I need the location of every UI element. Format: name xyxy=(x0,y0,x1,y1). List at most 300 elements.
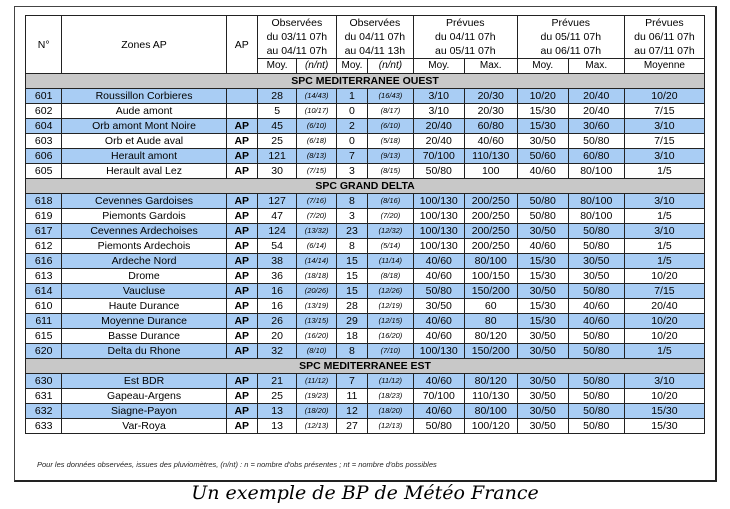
ap-flag: AP xyxy=(226,119,257,134)
prev1-moy: 50/80 xyxy=(413,284,464,299)
obs1-nnt: (7/16) xyxy=(297,194,337,209)
prev2-moy: 15/30 xyxy=(517,104,568,119)
prev1-max: 80/120 xyxy=(464,329,517,344)
prev2-max: 80/100 xyxy=(568,209,624,224)
prev2-max: 60/80 xyxy=(568,149,624,164)
prev2-max: 80/100 xyxy=(568,194,624,209)
table-row xyxy=(26,149,705,164)
obs1-nnt: (8/13) xyxy=(297,149,337,164)
obs2-nnt: (7/10) xyxy=(368,344,414,359)
prev1-moy: 20/40 xyxy=(413,134,464,149)
prev2-moy: 40/60 xyxy=(517,239,568,254)
obs2-moy: 27 xyxy=(336,419,367,434)
ap-flag: AP xyxy=(226,269,257,284)
ap-flag: AP xyxy=(226,164,257,179)
header-number: N° xyxy=(26,16,62,74)
ap-flag xyxy=(226,104,257,119)
prev3-moyenne: 7/15 xyxy=(624,104,704,119)
prev3-moyenne: 20/40 xyxy=(624,299,704,314)
zone-number: 610 xyxy=(26,299,62,314)
prev1-max: 80/100 xyxy=(464,404,517,419)
prev1-max: 20/30 xyxy=(464,104,517,119)
obs2-nnt: (8/18) xyxy=(368,269,414,284)
table-row xyxy=(26,134,705,149)
obs2-moy: 2 xyxy=(336,119,367,134)
zone-number: 615 xyxy=(26,329,62,344)
obs2-moy: 18 xyxy=(336,329,367,344)
zone-name: Var-Roya xyxy=(62,419,226,434)
header-forecast-3-line2: du 06/11 07h xyxy=(634,31,695,43)
zone-number: 616 xyxy=(26,254,62,269)
table-row xyxy=(26,374,705,389)
zone-name: Gapeau-Argens xyxy=(62,389,226,404)
prev1-moy: 70/100 xyxy=(413,149,464,164)
header-observed-2-line3: au 04/11 13h xyxy=(344,45,406,57)
prev1-moy: 30/50 xyxy=(413,299,464,314)
obs2-nnt: (6/10) xyxy=(368,119,414,134)
zone-name: Delta du Rhone xyxy=(62,344,226,359)
obs1-nnt: (6/10) xyxy=(297,119,337,134)
prev1-max: 200/250 xyxy=(464,239,517,254)
table-row xyxy=(26,269,705,284)
zone-number: 613 xyxy=(26,269,62,284)
zone-name: Est BDR xyxy=(62,374,226,389)
prev3-moyenne: 10/20 xyxy=(624,89,704,104)
prev1-moy: 40/60 xyxy=(413,374,464,389)
ap-flag: AP xyxy=(226,299,257,314)
prev1-max: 100/120 xyxy=(464,419,517,434)
obs1-nnt: (14/14) xyxy=(297,254,337,269)
prev1-max: 110/130 xyxy=(464,389,517,404)
subheader-max: Max. xyxy=(568,59,624,74)
table-row xyxy=(26,299,705,314)
prev2-max: 80/100 xyxy=(568,164,624,179)
zone-number: 620 xyxy=(26,344,62,359)
table-row xyxy=(26,104,705,119)
table-row xyxy=(26,164,705,179)
obs2-nnt: (12/32) xyxy=(368,224,414,239)
obs1-moy: 36 xyxy=(257,269,297,284)
zone-name: Orb et Aude aval xyxy=(62,134,226,149)
obs2-moy: 15 xyxy=(336,284,367,299)
header-forecast-1-line2: du 04/11 07h xyxy=(435,31,496,43)
obs1-nnt: (18/18) xyxy=(297,269,337,284)
subheader-nnt: (n/nt) xyxy=(368,59,414,74)
prev2-moy: 50/60 xyxy=(517,149,568,164)
prev1-max: 150/200 xyxy=(464,284,517,299)
prev1-moy: 3/10 xyxy=(413,89,464,104)
table-row xyxy=(26,404,705,419)
obs2-moy: 23 xyxy=(336,224,367,239)
obs1-moy: 32 xyxy=(257,344,297,359)
table-row xyxy=(26,209,705,224)
header-forecast-2-line2: du 05/11 07h xyxy=(540,31,602,43)
header-ap: AP xyxy=(226,16,257,74)
prev3-moyenne: 1/5 xyxy=(624,209,704,224)
prev1-moy: 100/130 xyxy=(413,239,464,254)
table-body xyxy=(26,74,705,434)
obs2-moy: 3 xyxy=(336,164,367,179)
zone-number: 611 xyxy=(26,314,62,329)
prev1-moy: 70/100 xyxy=(413,389,464,404)
prev2-max: 50/80 xyxy=(568,389,624,404)
ap-flag: AP xyxy=(226,134,257,149)
prev1-moy: 100/130 xyxy=(413,224,464,239)
prev2-moy: 15/30 xyxy=(517,299,568,314)
header-forecast-2 xyxy=(517,16,624,59)
obs2-nnt: (5/14) xyxy=(368,239,414,254)
prev2-moy: 30/50 xyxy=(517,344,568,359)
obs2-nnt: (18/23) xyxy=(368,389,414,404)
ap-flag: AP xyxy=(226,404,257,419)
prev1-moy: 40/60 xyxy=(413,254,464,269)
prev2-max: 50/80 xyxy=(568,419,624,434)
footnote: Pour les données observées, issues des pluviomètres, (n/nt) : n = nombre d'obs présentes ; nt = nombre d'obs possibles xyxy=(37,460,437,469)
header-forecast-3-line3: au 07/11 07h xyxy=(634,45,695,57)
header-observed-1-line3: au 04/11 07h xyxy=(266,45,328,57)
obs2-moy: 8 xyxy=(336,344,367,359)
header-forecast-3 xyxy=(624,16,704,59)
obs1-moy: 28 xyxy=(257,89,297,104)
table-row xyxy=(26,89,705,104)
header-forecast-1-line3: au 05/11 07h xyxy=(435,45,496,57)
prev2-max: 20/40 xyxy=(568,104,624,119)
prev3-moyenne: 10/20 xyxy=(624,389,704,404)
obs2-nnt: (18/20) xyxy=(368,404,414,419)
prev2-moy: 30/50 xyxy=(517,374,568,389)
obs2-moy: 3 xyxy=(336,209,367,224)
subheader-max: Max. xyxy=(464,59,517,74)
prev1-max: 200/250 xyxy=(464,209,517,224)
prev2-moy: 50/80 xyxy=(517,194,568,209)
obs1-moy: 121 xyxy=(257,149,297,164)
prev2-moy: 15/30 xyxy=(517,314,568,329)
obs1-moy: 5 xyxy=(257,104,297,119)
obs2-moy: 1 xyxy=(336,89,367,104)
obs1-nnt: (11/12) xyxy=(297,374,337,389)
ap-flag: AP xyxy=(226,209,257,224)
table-row xyxy=(26,239,705,254)
prev2-max: 20/40 xyxy=(568,89,624,104)
header-observed-1-line1: Observées xyxy=(271,17,323,29)
prev2-moy: 30/50 xyxy=(517,404,568,419)
obs1-nnt: (7/20) xyxy=(297,209,337,224)
prev1-max: 80/100 xyxy=(464,254,517,269)
obs2-moy: 11 xyxy=(336,389,367,404)
table-row xyxy=(26,329,705,344)
obs1-moy: 21 xyxy=(257,374,297,389)
obs1-nnt: (16/20) xyxy=(297,329,337,344)
prev2-moy: 10/20 xyxy=(517,89,568,104)
obs2-nnt: (8/16) xyxy=(368,194,414,209)
zone-number: 601 xyxy=(26,89,62,104)
prev2-max: 50/80 xyxy=(568,134,624,149)
header-forecast-1-line1: Prévues xyxy=(446,17,485,29)
prev1-max: 80/120 xyxy=(464,374,517,389)
section-title: SPC MEDITERRANEE OUEST xyxy=(26,74,705,89)
header-forecast-2-line1: Prévues xyxy=(551,17,591,29)
obs1-nnt: (13/15) xyxy=(297,314,337,329)
zone-name: Drome xyxy=(62,269,226,284)
obs1-nnt: (13/19) xyxy=(297,299,337,314)
obs1-nnt: (6/18) xyxy=(297,134,337,149)
obs2-moy: 15 xyxy=(336,254,367,269)
obs1-moy: 45 xyxy=(257,119,297,134)
table-row xyxy=(26,419,705,434)
prev2-moy: 30/50 xyxy=(517,284,568,299)
prev1-max: 200/250 xyxy=(464,224,517,239)
subheader-moyenne: Moyenne xyxy=(624,59,704,74)
prev1-max: 110/130 xyxy=(464,149,517,164)
prev2-max: 50/80 xyxy=(568,329,624,344)
precipitation-table xyxy=(25,15,705,434)
zone-name: Roussillon Corbieres xyxy=(62,89,226,104)
obs2-moy: 7 xyxy=(336,149,367,164)
prev2-moy: 30/50 xyxy=(517,419,568,434)
obs2-moy: 28 xyxy=(336,299,367,314)
zone-number: 630 xyxy=(26,374,62,389)
table-row xyxy=(26,344,705,359)
prev2-moy: 15/30 xyxy=(517,254,568,269)
zone-name: Vaucluse xyxy=(62,284,226,299)
prev1-moy: 50/80 xyxy=(413,419,464,434)
zone-name: Piemonts Ardechois xyxy=(62,239,226,254)
ap-flag: AP xyxy=(226,224,257,239)
prev2-moy: 30/50 xyxy=(517,329,568,344)
obs1-nnt: (7/15) xyxy=(297,164,337,179)
obs2-nnt: (12/13) xyxy=(368,419,414,434)
zone-number: 612 xyxy=(26,239,62,254)
zone-name: Herault amont xyxy=(62,149,226,164)
obs2-nnt: (12/15) xyxy=(368,314,414,329)
prev3-moyenne: 7/15 xyxy=(624,284,704,299)
ap-flag: AP xyxy=(226,329,257,344)
obs2-moy: 7 xyxy=(336,374,367,389)
prev1-max: 20/30 xyxy=(464,89,517,104)
obs2-nnt: (5/18) xyxy=(368,134,414,149)
header-observed-2 xyxy=(336,16,413,59)
obs2-nnt: (11/12) xyxy=(368,374,414,389)
obs1-moy: 13 xyxy=(257,404,297,419)
prev2-moy: 15/30 xyxy=(517,269,568,284)
table-row xyxy=(26,254,705,269)
ap-flag: AP xyxy=(226,194,257,209)
prev3-moyenne: 1/5 xyxy=(624,254,704,269)
obs1-moy: 127 xyxy=(257,194,297,209)
section-header-row xyxy=(26,179,705,194)
obs1-moy: 25 xyxy=(257,389,297,404)
obs1-nnt: (6/14) xyxy=(297,239,337,254)
bulletin-frame xyxy=(14,6,717,482)
zone-number: 606 xyxy=(26,149,62,164)
obs1-moy: 54 xyxy=(257,239,297,254)
table-row xyxy=(26,194,705,209)
header-observed-2-line1: Observées xyxy=(349,17,401,29)
obs2-moy: 29 xyxy=(336,314,367,329)
obs1-moy: 47 xyxy=(257,209,297,224)
obs2-nnt: (12/26) xyxy=(368,284,414,299)
prev2-max: 40/60 xyxy=(568,314,624,329)
subheader-moy: Moy. xyxy=(336,59,367,74)
prev1-moy: 100/130 xyxy=(413,344,464,359)
obs2-nnt: (16/20) xyxy=(368,329,414,344)
prev1-moy: 20/40 xyxy=(413,119,464,134)
prev3-moyenne: 1/5 xyxy=(624,164,704,179)
figure-caption: Un exemple de BP de Météo France xyxy=(191,482,539,504)
prev2-max: 50/80 xyxy=(568,404,624,419)
prev1-moy: 40/60 xyxy=(413,269,464,284)
prev3-moyenne: 1/5 xyxy=(624,239,704,254)
ap-flag: AP xyxy=(226,284,257,299)
obs2-nnt: (8/17) xyxy=(368,104,414,119)
zone-name: Cevennes Gardoises xyxy=(62,194,226,209)
prev2-max: 30/50 xyxy=(568,254,624,269)
zone-name: Cevennes Ardechoises xyxy=(62,224,226,239)
obs2-nnt: (9/13) xyxy=(368,149,414,164)
obs1-nnt: (10/17) xyxy=(297,104,337,119)
obs1-nnt: (14/43) xyxy=(297,89,337,104)
prev3-moyenne: 10/20 xyxy=(624,329,704,344)
obs2-moy: 8 xyxy=(336,194,367,209)
prev1-max: 100 xyxy=(464,164,517,179)
obs1-moy: 16 xyxy=(257,299,297,314)
prev3-moyenne: 3/10 xyxy=(624,119,704,134)
prev1-max: 100/150 xyxy=(464,269,517,284)
obs2-moy: 8 xyxy=(336,239,367,254)
prev2-moy: 40/60 xyxy=(517,164,568,179)
obs1-moy: 38 xyxy=(257,254,297,269)
subheader-moy: Moy. xyxy=(517,59,568,74)
prev3-moyenne: 7/15 xyxy=(624,134,704,149)
prev2-max: 50/80 xyxy=(568,284,624,299)
header-forecast-3-line1: Prévues xyxy=(645,17,684,29)
header-observed-1 xyxy=(257,16,336,59)
prev2-max: 40/60 xyxy=(568,299,624,314)
table-row xyxy=(26,389,705,404)
zone-name: Piemonts Gardois xyxy=(62,209,226,224)
zone-name: Haute Durance xyxy=(62,299,226,314)
prev2-max: 30/50 xyxy=(568,269,624,284)
prev1-moy: 100/130 xyxy=(413,209,464,224)
ap-flag: AP xyxy=(226,314,257,329)
prev1-moy: 50/80 xyxy=(413,164,464,179)
prev1-max: 150/200 xyxy=(464,344,517,359)
prev1-max: 60/80 xyxy=(464,119,517,134)
prev1-moy: 40/60 xyxy=(413,314,464,329)
obs2-moy: 15 xyxy=(336,269,367,284)
prev1-moy: 100/130 xyxy=(413,194,464,209)
obs2-nnt: (8/15) xyxy=(368,164,414,179)
section-title: SPC MEDITERRANEE EST xyxy=(26,359,705,374)
obs1-nnt: (12/13) xyxy=(297,419,337,434)
obs2-nnt: (12/19) xyxy=(368,299,414,314)
obs1-nnt: (19/23) xyxy=(297,389,337,404)
obs1-moy: 20 xyxy=(257,329,297,344)
prev2-max: 50/80 xyxy=(568,224,624,239)
header-zones: Zones AP xyxy=(62,16,226,74)
zone-number: 602 xyxy=(26,104,62,119)
prev3-moyenne: 15/30 xyxy=(624,419,704,434)
prev1-moy: 40/60 xyxy=(413,329,464,344)
obs1-nnt: (18/20) xyxy=(297,404,337,419)
obs2-moy: 0 xyxy=(336,104,367,119)
ap-flag: AP xyxy=(226,239,257,254)
header-forecast-2-line3: au 06/11 07h xyxy=(540,45,602,57)
prev3-moyenne: 3/10 xyxy=(624,374,704,389)
zone-number: 618 xyxy=(26,194,62,209)
prev2-moy: 30/50 xyxy=(517,224,568,239)
prev2-moy: 30/50 xyxy=(517,134,568,149)
table-row xyxy=(26,284,705,299)
prev3-moyenne: 3/10 xyxy=(624,224,704,239)
prev3-moyenne: 3/10 xyxy=(624,149,704,164)
prev3-moyenne: 15/30 xyxy=(624,404,704,419)
zone-number: 617 xyxy=(26,224,62,239)
obs1-moy: 25 xyxy=(257,134,297,149)
prev1-max: 80 xyxy=(464,314,517,329)
zone-name: Moyenne Durance xyxy=(62,314,226,329)
obs2-nnt: (11/14) xyxy=(368,254,414,269)
zone-number: 605 xyxy=(26,164,62,179)
header-forecast-1 xyxy=(413,16,517,59)
section-header-row xyxy=(26,359,705,374)
section-title: SPC GRAND DELTA xyxy=(26,179,705,194)
prev3-moyenne: 1/5 xyxy=(624,344,704,359)
zone-number: 614 xyxy=(26,284,62,299)
zone-name: Herault aval Lez xyxy=(62,164,226,179)
prev2-moy: 50/80 xyxy=(517,209,568,224)
prev2-max: 50/80 xyxy=(568,374,624,389)
ap-flag: AP xyxy=(226,374,257,389)
zone-number: 604 xyxy=(26,119,62,134)
prev2-max: 50/80 xyxy=(568,239,624,254)
prev3-moyenne: 3/10 xyxy=(624,194,704,209)
prev3-moyenne: 10/20 xyxy=(624,314,704,329)
prev1-moy: 3/10 xyxy=(413,104,464,119)
zone-number: 631 xyxy=(26,389,62,404)
zone-name: Aude amont xyxy=(62,104,226,119)
zone-number: 633 xyxy=(26,419,62,434)
zone-name: Siagne-Payon xyxy=(62,404,226,419)
prev2-moy: 30/50 xyxy=(517,389,568,404)
prev1-max: 60 xyxy=(464,299,517,314)
zone-number: 632 xyxy=(26,404,62,419)
subheader-nnt: (n/nt) xyxy=(297,59,337,74)
zone-name: Orb amont Mont Noire xyxy=(62,119,226,134)
obs1-nnt: (8/10) xyxy=(297,344,337,359)
obs2-nnt: (7/20) xyxy=(368,209,414,224)
obs1-moy: 13 xyxy=(257,419,297,434)
table-row xyxy=(26,224,705,239)
prev1-max: 200/250 xyxy=(464,194,517,209)
ap-flag: AP xyxy=(226,344,257,359)
zone-name: Basse Durance xyxy=(62,329,226,344)
zone-number: 619 xyxy=(26,209,62,224)
header-observed-1-line2: du 03/11 07h xyxy=(266,31,328,43)
prev1-moy: 40/60 xyxy=(413,404,464,419)
prev2-max: 50/80 xyxy=(568,344,624,359)
section-header-row xyxy=(26,74,705,89)
table-row xyxy=(26,119,705,134)
table-row xyxy=(26,314,705,329)
zone-name: Ardeche Nord xyxy=(62,254,226,269)
obs2-nnt: (16/43) xyxy=(368,89,414,104)
header-observed-2-line2: du 04/11 07h xyxy=(344,31,406,43)
obs1-moy: 30 xyxy=(257,164,297,179)
obs1-moy: 26 xyxy=(257,314,297,329)
ap-flag: AP xyxy=(226,419,257,434)
subheader-moy: Moy. xyxy=(413,59,464,74)
